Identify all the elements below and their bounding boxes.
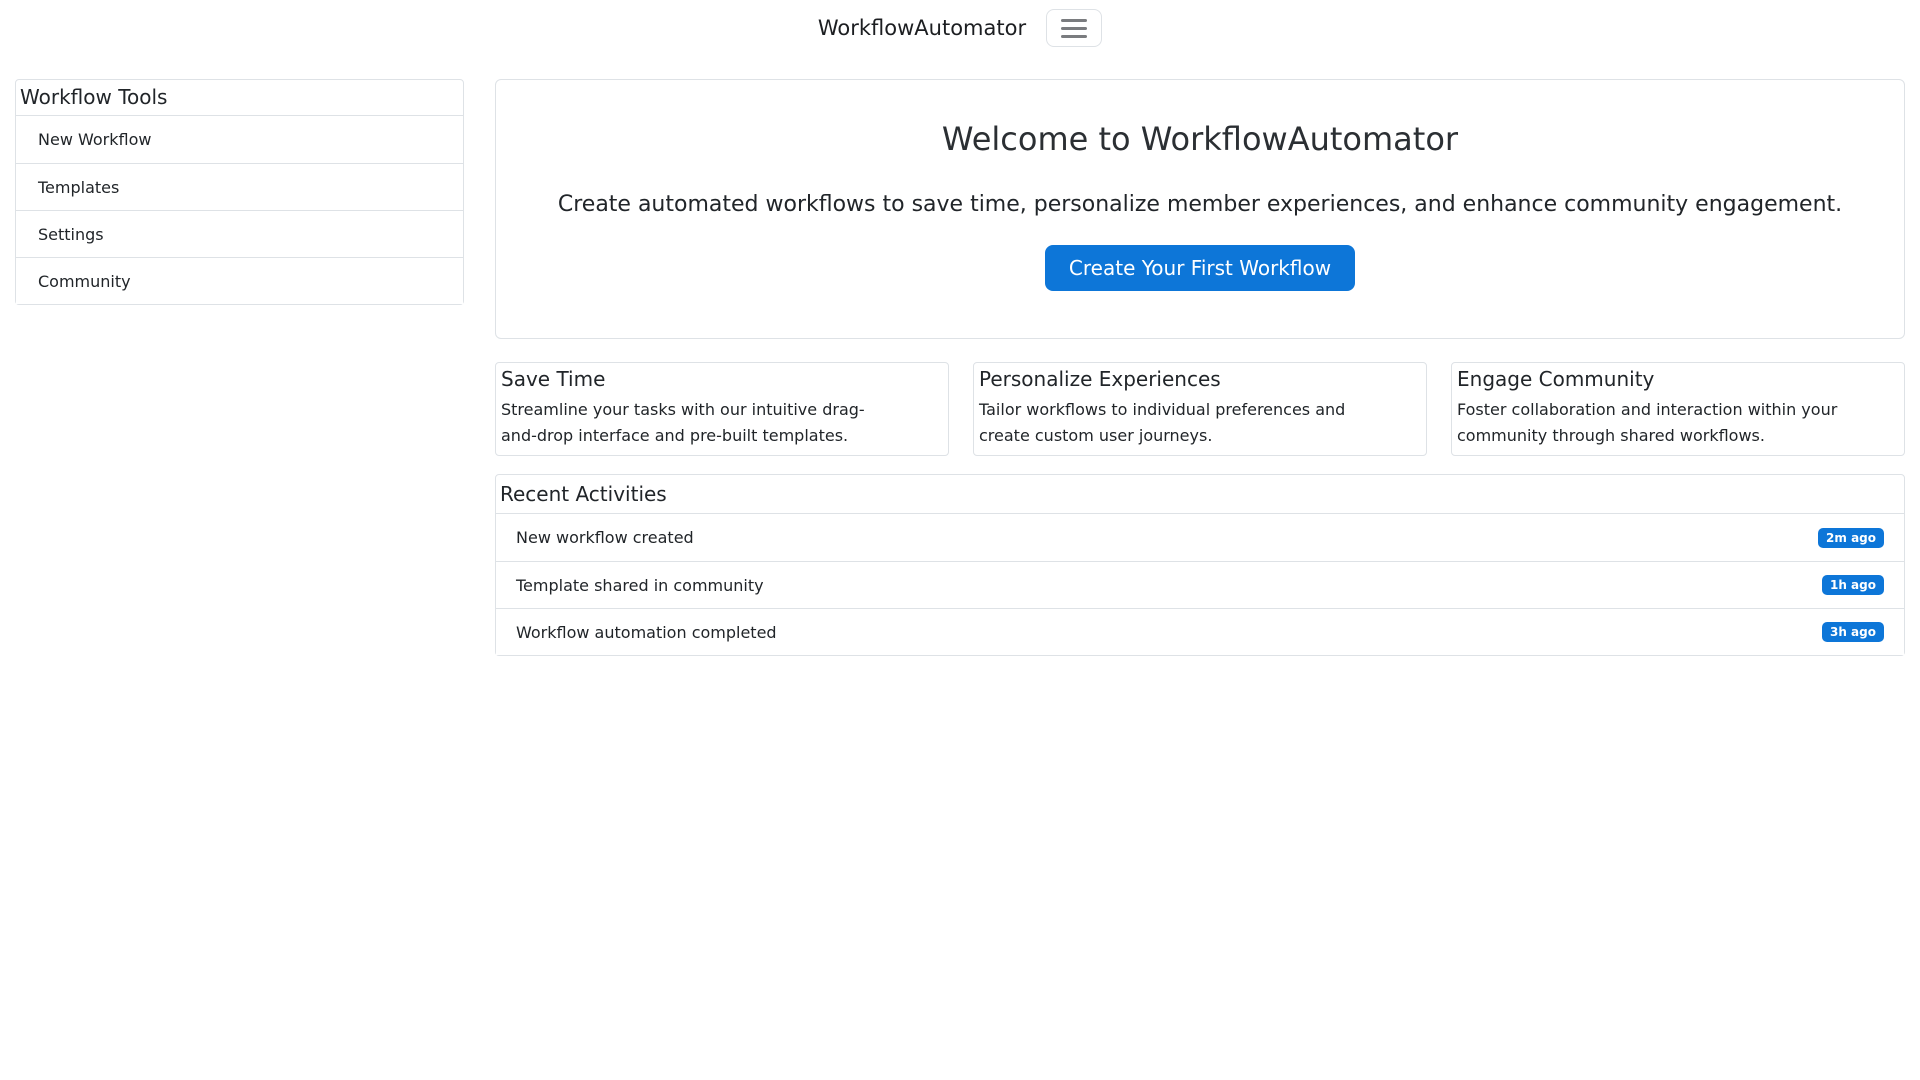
activity-row-template-shared xyxy=(496,561,1904,608)
activity-row-new-workflow-created xyxy=(496,514,1904,561)
feature-description: Streamline your tasks with our intuitive drag-and-drop interface and pre-built templates. xyxy=(501,400,865,445)
feature-cards-row xyxy=(495,362,1905,456)
recent-activities-list xyxy=(496,514,1904,655)
feature-description: Tailor workflows to individual preferences and create custom user journeys. xyxy=(979,400,1346,445)
activity-label: Template shared in community xyxy=(516,575,764,595)
activity-label: New workflow created xyxy=(516,528,694,547)
workflow-tools-panel xyxy=(15,79,464,305)
sidebar-item-settings[interactable]: Settings xyxy=(16,210,463,257)
welcome-title: Welcome to WorkflowAutomator xyxy=(941,120,1459,158)
menu-toggle-button[interactable] xyxy=(1046,9,1102,47)
create-first-workflow-button[interactable]: Create Your First Workflow xyxy=(1045,245,1355,291)
feature-title: Save Time xyxy=(501,367,606,391)
activity-label: Workflow automation completed xyxy=(516,622,777,642)
recent-activities-heading: Recent Activities xyxy=(496,475,1904,514)
sidebar-item-community[interactable]: Community xyxy=(16,257,463,304)
feature-card-save-time xyxy=(495,362,949,456)
welcome-card xyxy=(495,79,1905,339)
feature-title: Personalize Experiences xyxy=(979,367,1221,391)
sidebar-item-templates[interactable]: Templates xyxy=(16,163,463,210)
feature-title: Engage Community xyxy=(1457,367,1655,391)
activity-row-automation-completed xyxy=(496,608,1904,655)
feature-card-personalize-experiences xyxy=(973,362,1427,456)
sidebar-heading: Workflow Tools xyxy=(16,80,463,116)
sidebar-nav xyxy=(16,116,463,304)
sidebar-item-new-workflow[interactable]: New Workflow xyxy=(16,116,463,163)
app-title: WorkflowAutomator xyxy=(817,15,1027,40)
activity-time-badge: 2m ago xyxy=(1818,528,1884,548)
top-navbar xyxy=(0,0,1920,47)
welcome-subtitle: Create automated workflows to save time, personalize member experiences, and enhance community engagement. xyxy=(557,192,1843,217)
recent-activities-panel xyxy=(495,474,1905,656)
activity-time-badge: 1h ago xyxy=(1822,575,1884,595)
page-body xyxy=(0,79,1920,656)
hamburger-icon xyxy=(1061,19,1087,38)
sidebar xyxy=(15,79,464,305)
main-content xyxy=(495,79,1905,656)
feature-card-engage-community xyxy=(1451,362,1905,456)
feature-description: Foster collaboration and interaction within your community through shared workflows. xyxy=(1457,400,1838,445)
activity-time-badge: 3h ago xyxy=(1822,622,1884,642)
